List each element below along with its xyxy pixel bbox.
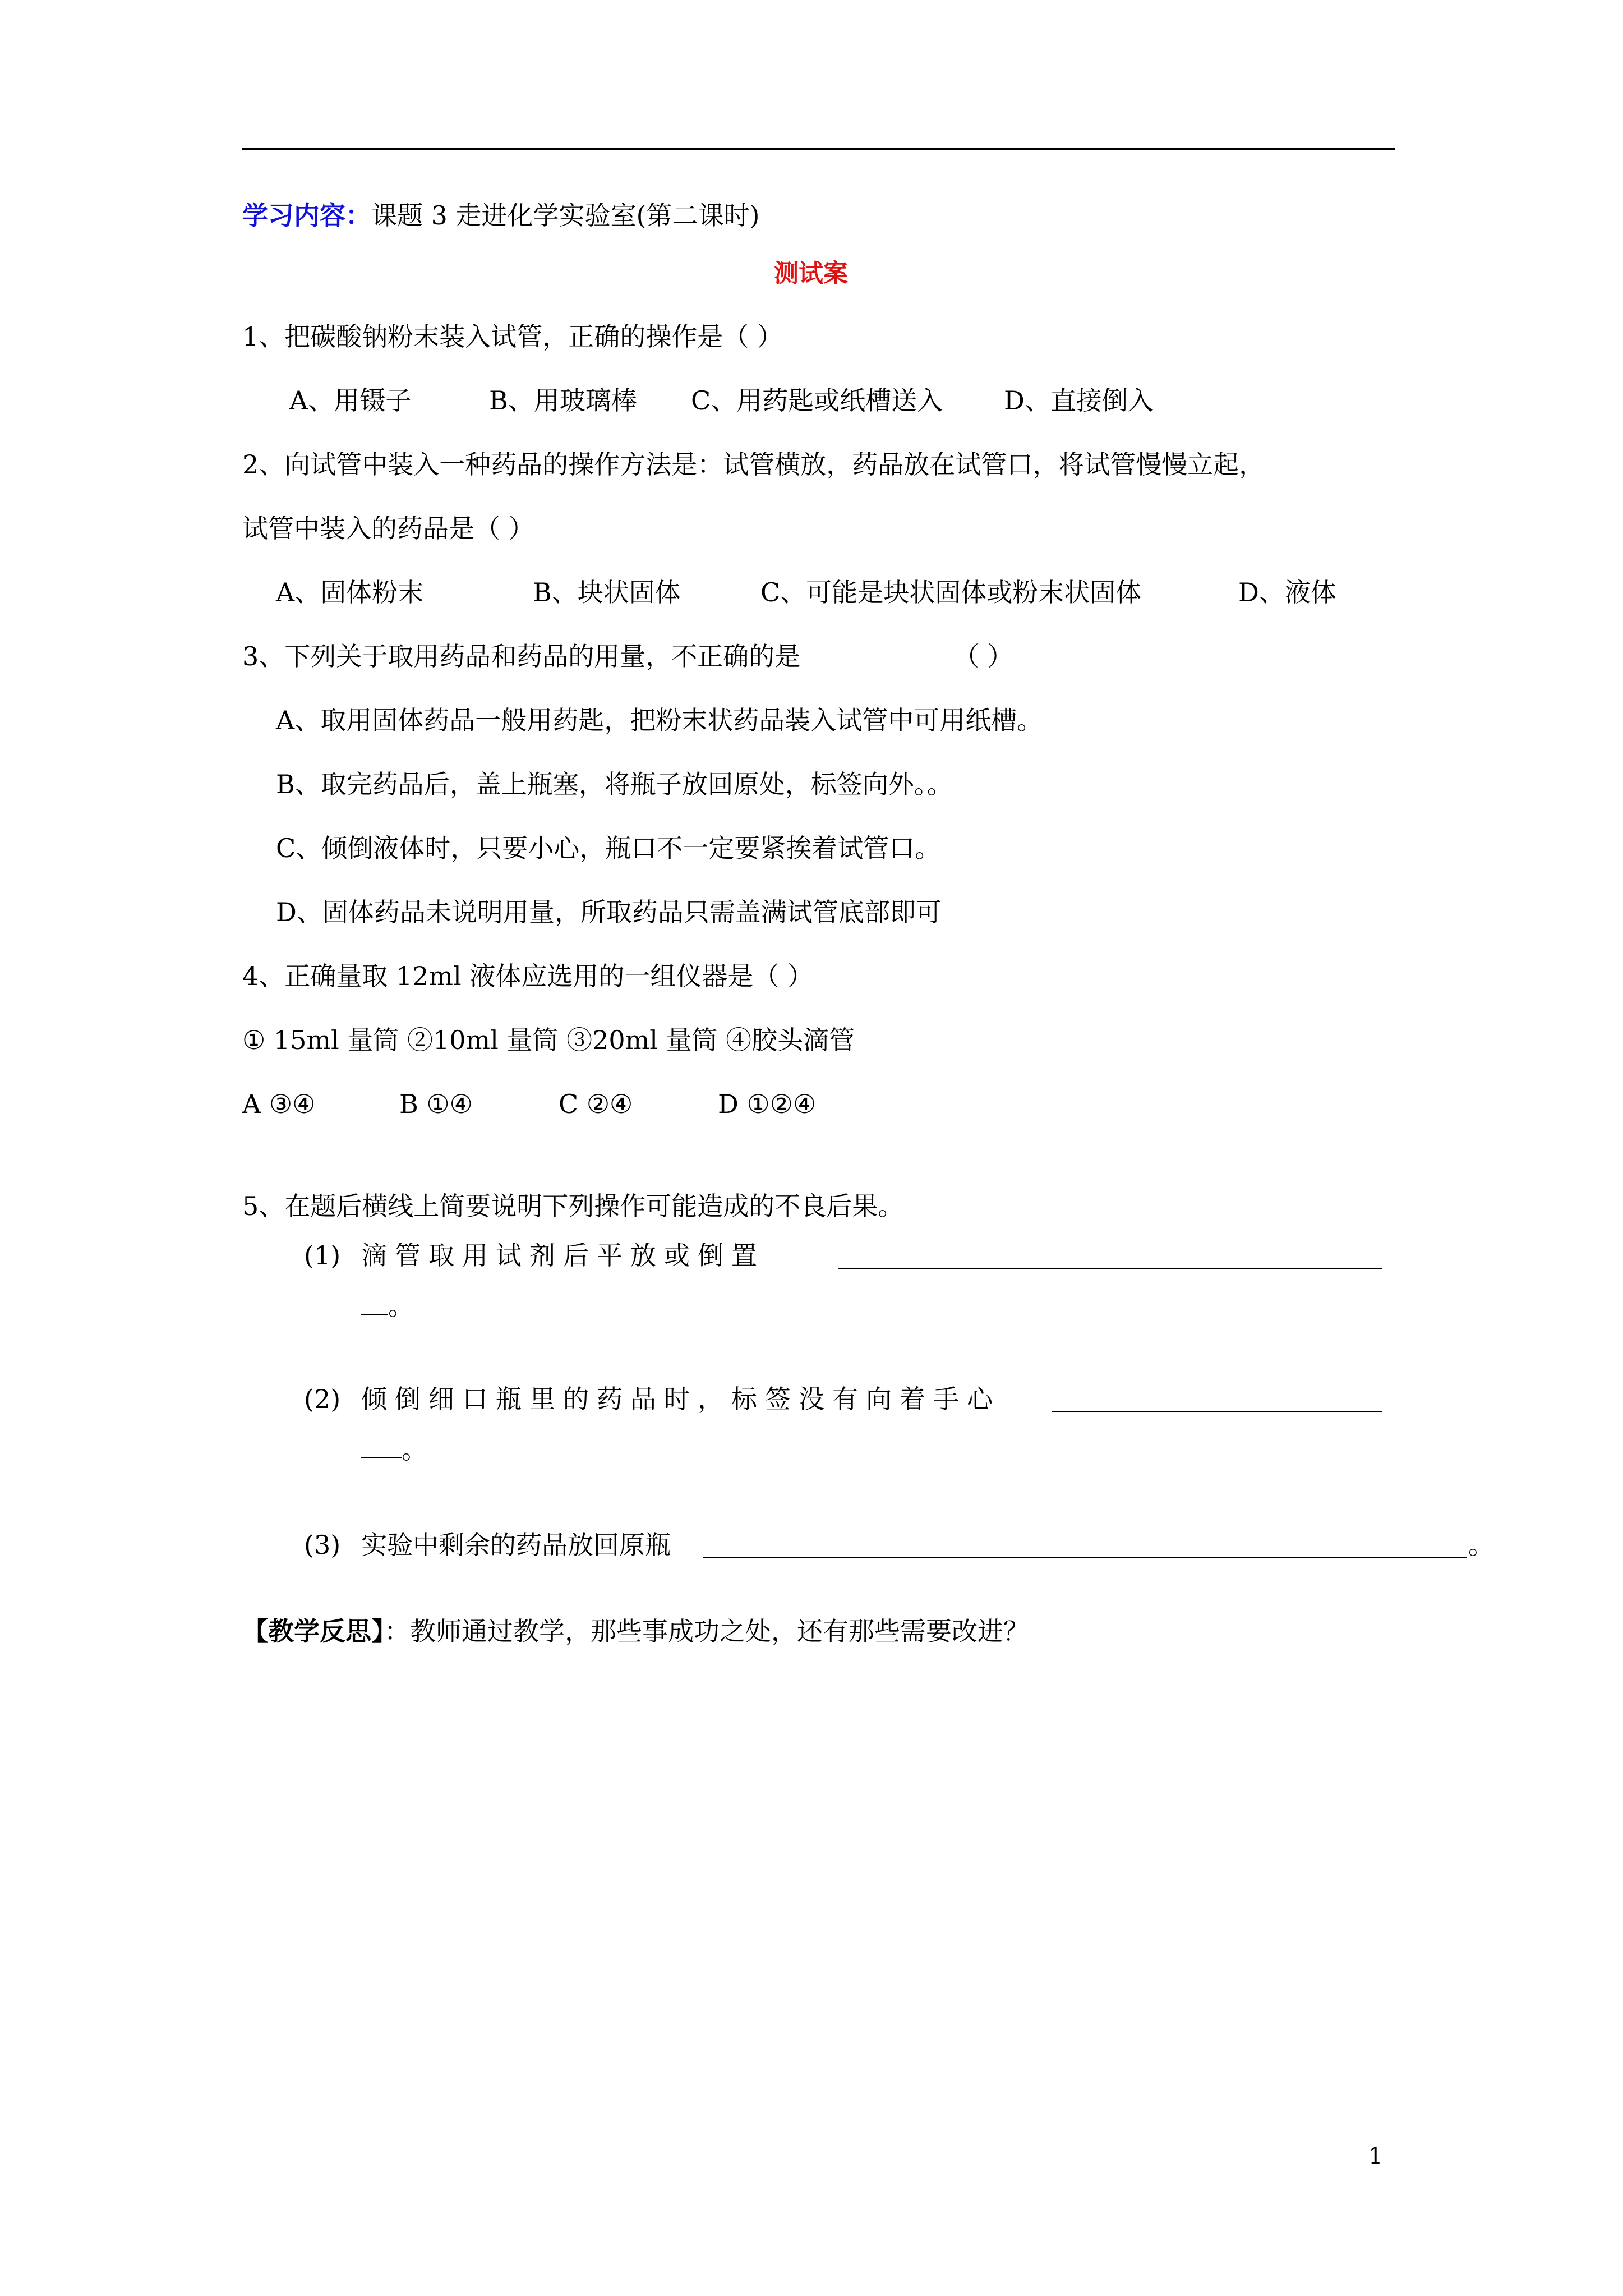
reflection-label: 【教学反思】 [242, 1616, 384, 1646]
question-4-option-a: A ③④ [242, 1089, 316, 1119]
question-5-sub1-number: (1) [304, 1240, 341, 1271]
question-5-sub3-number: (3) [304, 1530, 341, 1560]
lesson-topic: 课题 3 走进化学实验室(第二课时) [371, 200, 760, 231]
question-2-stem-line1: 2、向试管中装入一种药品的操作方法是：试管横放，药品放在试管口，将试管慢慢立起， [242, 449, 1265, 480]
question-3-stem: 3、下列关于取用药品和药品的用量，不正确的是 [242, 641, 801, 671]
question-5-sub2-end: 。 [402, 1434, 427, 1465]
header-rule [242, 148, 1395, 150]
question-5-stem: 5、在题后横线上简要说明下列操作可能造成的不良后果。 [242, 1191, 904, 1221]
question-4-items: ① 15ml 量筒 ②10ml 量筒 ③20ml 量筒 ④胶头滴管 [242, 1025, 855, 1055]
question-5-sub2-text: 倾倒细口瓶里的药品时，标签没有向着手心 [361, 1384, 1000, 1414]
question-2-option-b: B、块状固体 [533, 577, 681, 608]
question-1-option-b: B、用玻璃棒 [489, 385, 637, 416]
page-number: 1 [1368, 2143, 1383, 2169]
question-5-sub2-blank[interactable] [1052, 1387, 1382, 1412]
lesson-label: 学习内容： [242, 200, 371, 231]
question-4-option-d: D ①②④ [718, 1089, 817, 1119]
lesson-header [242, 200, 759, 231]
reflection-text: ：教师通过教学，那些事成功之处，还有那些需要改进？ [384, 1616, 1029, 1646]
question-3-paren: （ ） [953, 641, 1013, 671]
question-3-option-a: A、取用固体药品一般用药匙，把粉末状药品装入试管中可用纸槽。 [276, 705, 1043, 735]
question-4-stem: 4、正确量取 12ml 液体应选用的一组仪器是（ ） [242, 961, 813, 991]
question-5-sub3-end: 。 [1468, 1530, 1494, 1560]
question-5-sub1-end: 。 [388, 1291, 414, 1321]
question-3-option-b: B、取完药品后，盖上瓶塞，将瓶子放回原处，标签向外。。 [276, 769, 953, 799]
question-1-stem: 1、把碳酸钠粉末装入试管，正确的操作是（ ） [242, 321, 783, 352]
question-5-sub1-text: 滴管取用试剂后平放或倒置 [361, 1240, 765, 1271]
question-1-option-c: C、用药匙或纸槽送入 [691, 385, 943, 416]
question-5-sub1-blank[interactable] [838, 1243, 1382, 1269]
question-5-sub2-continuation [361, 1433, 427, 1465]
question-1-option-d: D、直接倒入 [1004, 385, 1154, 416]
section-title: 测试案 [774, 259, 848, 288]
question-4-option-c: C ②④ [559, 1089, 633, 1119]
question-2-stem-line2: 试管中装入的药品是（ ） [242, 513, 534, 544]
question-2-option-c: C、可能是块状固体或粉末状固体 [760, 577, 1142, 608]
question-5-sub2-blank-cont[interactable] [361, 1433, 402, 1458]
question-5-sub3-text: 实验中剩余的药品放回原瓶 [361, 1530, 671, 1560]
question-5-sub1-blank-cont[interactable] [361, 1289, 388, 1315]
question-4-option-b: B ①④ [399, 1089, 473, 1119]
question-5-sub2-number: (2) [304, 1384, 341, 1414]
question-5-sub3-blank[interactable] [703, 1533, 1467, 1558]
question-2-option-a: A、固体粉末 [276, 577, 424, 608]
question-1-option-a: A、用镊子 [289, 385, 412, 416]
question-3-option-c: C、倾倒液体时，只要小心，瓶口不一定要紧挨着试管口。 [276, 833, 941, 863]
question-3-option-d: D、固体药品未说明用量，所取药品只需盖满试管底部即可 [276, 897, 942, 927]
question-2-option-d: D、液体 [1238, 577, 1336, 608]
teaching-reflection [242, 1616, 1029, 1647]
question-5-sub1-continuation [361, 1289, 414, 1322]
